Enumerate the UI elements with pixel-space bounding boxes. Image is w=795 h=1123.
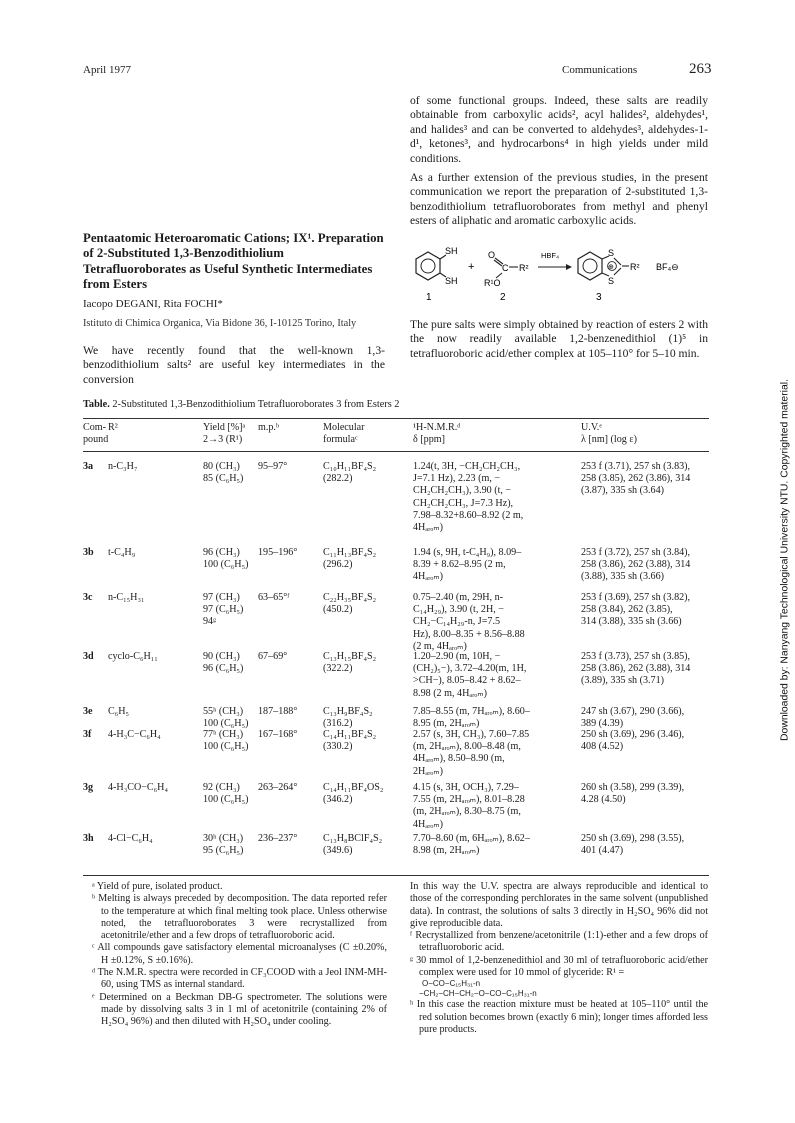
article-title: Pentaatomic Heteroaromatic Cations; IX¹. Preparation of 2-Substituted 1,3-Benzodithiolium Tetrafluoroborates as Useful Synthetic Intermediates from Esters <box>83 231 384 291</box>
cell-r2: cyclo-C₆H₁₁ <box>108 651 158 662</box>
cell-r2: 4-Cl−C₆H₄ <box>108 833 153 844</box>
header-nmr: ¹H-N.M.R.ᵈ δ [ppm] <box>413 422 461 446</box>
cell-nmr: 7.70–8.60 (m, 6Hₐᵣₒₘ), 8.62– 8.98 (m, 2Hₐᵣₒₘ) <box>413 833 530 857</box>
sh-label-bottom: SH <box>445 276 458 286</box>
glyceride-formula-line-2: −CH₂−CH−CH₂−O−CO−C₁₅H₃₁-n <box>419 989 537 999</box>
cell-nmr: 4.15 (s, 3H, OCH₃), 7.29– 7.55 (m, 2Hₐᵣₒₘ), 8.01–8.28 (m, 2Hₐᵣₒₘ), 8.30–8.75 (m, 4Hₐᵣₒₘ) <box>413 782 525 830</box>
counterion: BF₄⊖ <box>656 262 679 272</box>
cell-r2: n-C₁₅H₃₁ <box>108 592 145 603</box>
cell-uv: 253 f (3.71), 257 sh (3.83), 258 (3.85), 262 (3.86), 314 (3.87), 335 sh (3.64) <box>581 461 691 497</box>
sh-label-top: SH <box>445 246 458 256</box>
header-r2: R² <box>108 422 118 433</box>
cell-formula: C₁₄H₁₁BF₄OS₂ (346.2) <box>323 782 384 806</box>
cell-yield: 80 (CH₃) 85 (C₆H₅) <box>203 461 244 485</box>
cell-compound: 3e <box>83 706 93 717</box>
ester-c: C <box>502 263 509 273</box>
cell-compound: 3d <box>83 651 94 662</box>
cell-formula: C₂₂H₃₅BF₄S₂ (450.2) <box>323 592 377 616</box>
cell-r2: t-C₄H₉ <box>108 547 136 558</box>
cell-nmr: 7.85–8.55 (m, 7Hₐᵣₒₘ), 8.60– 8.95 (m, 2Hₐᵣₒₘ) <box>413 706 530 730</box>
cell-formula: C₁₃H₉BF₄S₂ (316.2) <box>323 706 373 730</box>
footnote-c: ᶜ All compounds gave satisfactory elemental microanalyses (C ±0.20%, H ±0.12%, S ±0.16%). <box>92 942 387 966</box>
glyceride-formula-line-1: O−CO−C₁₅H₃₁-n <box>422 979 481 989</box>
header-yield: Yield [%]ᵃ 2→3 (R¹) <box>203 422 246 446</box>
footnote-g: ᵍ 30 mmol of 1,2-benzenedithiol and 30 ml of tetrafluoroboric acid/ether complex were used for 10 mmol of glyceride: R¹ = <box>410 954 708 979</box>
benzodithiolium-structure <box>578 252 629 280</box>
cell-yield: 55ʰ (CH₃) 100 (C₆H₅) <box>203 706 249 730</box>
cell-formula: C₁₁H₁₃BF₄S₂ (296.2) <box>323 547 377 571</box>
cell-formula: C₁₀H₁₁BF₄S₂ (282.2) <box>323 461 377 485</box>
cell-uv: 250 sh (3.69), 298 (3.55), 401 (4.47) <box>581 833 685 857</box>
header-compound: Com- pound <box>83 422 109 446</box>
cell-mp: 95–97° <box>258 461 288 472</box>
cell-nmr: 0.75–2.40 (m, 29H, n- C₁₄H₂₉), 3.90 (t, 2H, − CH₂−C₁₄H₂₉-n, J=7.5 Hz), 8.00–8.35 + 8.56–8.88 (2 m, 4Hₐᵣₒₘ) <box>413 592 525 652</box>
table-caption-text: 2-Substituted 1,3-Benzodithiolium Tetrafluoroborates 3 from Esters 2 <box>112 399 400 410</box>
cell-compound: 3c <box>83 592 93 603</box>
cell-compound: 3b <box>83 547 94 558</box>
footnotes-right <box>410 881 708 1036</box>
cell-mp: 63–65°ᶠ <box>258 592 290 603</box>
cell-r2: 4-H₃CO−C₆H₄ <box>108 782 168 793</box>
benzenedithiol-structure <box>416 252 446 280</box>
footnote-e-continued: In this way the U.V. spectra are always reproducible and identical to those of the corresponding perchlorates in the same solvent (unpublished data). In contrast, the solutions of salts 3 directly in H₂SO₄ 96% did not give reproducible data. <box>410 881 708 929</box>
header-formula: Molecular formulaᶜ <box>323 422 365 446</box>
product-s-bottom: S <box>608 276 615 286</box>
cell-mp: 167–168° <box>258 729 298 740</box>
ester-r1o: R¹O <box>484 278 501 288</box>
footnote-f: ᶠ Recrystallized from benzene/acetonitrile (1:1)-ether and a few drops of tetrafluoroboric acid. <box>410 930 708 954</box>
table-caption <box>83 399 399 410</box>
cell-uv: 253 f (3.73), 257 sh (3.85), 258 (3.86), 262 (3.88), 314 (3.89), 335 sh (3.71) <box>581 651 691 687</box>
reaction-scheme <box>408 240 708 302</box>
cell-mp: 187–188° <box>258 706 298 717</box>
footnote-b: ᵇ Melting is always preceded by decomposition. The data reported refer to the temperature at which final melting took place. Unless otherwise noted, the tetrafluoroborates 3 were recrystallized from acetonitrile/ether and a few drops of tetrafluoroboric acid. <box>92 893 387 942</box>
compound-number-3: 3 <box>596 292 602 302</box>
product-r2: R² <box>630 262 640 272</box>
cell-uv: 253 f (3.69), 257 sh (3.82), 258 (3.84), 262 (3.85), 314 (3.88), 335 sh (3.66) <box>581 592 691 628</box>
page-number: 263 <box>689 61 712 77</box>
ester-o: O <box>488 250 496 260</box>
header-uv: U.V.ᵉ λ [nm] (log ε) <box>581 422 637 446</box>
cell-formula: C₁₃H₁₅BF₄S₂ (322.2) <box>323 651 377 675</box>
cell-uv: 260 sh (3.58), 299 (3.39), 4.28 (4.50) <box>581 782 685 806</box>
cell-uv: 247 sh (3.67), 290 (3.66), 389 (4.39) <box>581 706 685 730</box>
cell-nmr: 1.24(t, 3H, −CH₂CH₂CH₃, J=7.1 Hz), 2.23 (m, − CH₂CH₂CH₃), 3.90 (t, − CH₂CH₂CH₃, J=7.3 Hz), 7.98–8.32+8.60–8.92 (2 m, 4Hₐᵣₒₘ) <box>413 461 524 534</box>
compound-number-2: 2 <box>500 292 506 302</box>
table-caption-label: Table. <box>83 399 110 410</box>
cell-yield: 77ʰ (CH₃) 100 (C₆H₅) <box>203 729 249 753</box>
cell-yield: 97 (CH₃) 97 (C₆H₅) 94ᵍ <box>203 592 244 628</box>
download-watermark <box>775 380 795 740</box>
cell-mp: 236–237° <box>258 833 298 844</box>
footnote-e: ᵉ Determined on a Beckman DB-G spectrometer. The solutions were made by dissolving salts 3 in 1 ml of acetonitrile (containing 2% of H₂SO₄ 96%) and then diluted with H₂SO₄ under cooling. <box>92 991 387 1028</box>
cell-compound: 3h <box>83 833 94 844</box>
cell-yield: 90 (CH₃) 96 (C₆H₅) <box>203 651 244 675</box>
affiliation: Istituto di Chimica Organica, Via Bidone 36, I-10125 Torino, Italy <box>83 318 357 329</box>
cell-nmr: 2.57 (s, 3H, CH₃), 7.60–7.85 (m, 2Hₐᵣₒₘ), 8.00–8.48 (m, 4Hₐᵣₒₘ), 8.50–8.90 (m, 2Hₐᵣₒₘ) <box>413 729 530 777</box>
cell-yield: 92 (CH₃) 100 (C₆H₅) <box>203 782 249 806</box>
table-body <box>83 461 709 871</box>
cell-yield: 96 (CH₃) 100 (C₆H₅) <box>203 547 249 571</box>
cell-compound: 3f <box>83 729 92 740</box>
cell-uv: 253 f (3.72), 257 sh (3.84), 258 (3.86), 262 (3.88), 314 (3.88), 335 sh (3.66) <box>581 547 691 583</box>
table-bottom-rule <box>83 875 709 876</box>
right-col-paragraph-1: of some functional groups. Indeed, these salts are readily obtainable from carboxylic acids², acyl halides², aldehydes¹, and halides³ and can be converted to aldehydes³, aldehydes-1-d¹, ketones³, and hydrocarbons⁴ in high yields under mild conditions. <box>410 94 708 165</box>
cell-formula: C₁₄H₁₁BF₄S₂ (330.2) <box>323 729 377 753</box>
cell-mp: 67–69° <box>258 651 288 662</box>
table-top-rule <box>83 418 709 419</box>
cell-compound: 3a <box>83 461 94 472</box>
cell-compound: 3g <box>83 782 94 793</box>
footnote-a: ᵃ Yield of pure, isolated product. <box>92 881 223 892</box>
reagent-hbf4: HBF₄ <box>541 251 560 260</box>
table-header-rule <box>83 451 709 452</box>
cell-mp: 263–264° <box>258 782 298 793</box>
cell-uv: 250 sh (3.69), 296 (3.46), 408 (4.52) <box>581 729 685 753</box>
cell-r2: n-C₃H₇ <box>108 461 138 472</box>
footnote-h: ʰ In this case the reaction mixture must be heated at 105–110° until the red solution becomes brown (exactly 6 min); longer times afforded less pure products. <box>410 999 708 1035</box>
right-col-paragraph-2: As a further extension of the previous studies, in the present communication we report the preparation of 2-substituted 1,3-benzodithiolium tetrafluoroborates from methyl and phenyl esters of aliphatic and aromatic carboxylic acids. <box>410 171 708 228</box>
plus-sign: + <box>468 261 475 273</box>
authors: Iacopo DEGANI, Rita FOCHI* <box>83 298 223 310</box>
right-col-paragraph-3: The pure salts were simply obtained by reaction of esters 2 with the now readily available 1,2-benzenedithiol (1)⁵ in tetrafluoroboric acid/ether complex at 105–110° for 5–10 min. <box>410 318 708 360</box>
download-note: Downloaded by: Nanyang Technological University NTU. Copyrighted material. <box>779 379 791 741</box>
cell-yield: 30ʰ (CH₃) 95 (C₆H₅) <box>203 833 244 857</box>
header-mp: m.p.ᵇ <box>258 422 280 433</box>
intro-paragraph: We have recently found that the well-known 1,3-benzodithiolium salts² are useful key intermediates in the conversion <box>83 344 385 386</box>
cation-charge: ⊕ <box>608 264 614 271</box>
cell-formula: C₁₃H₈BClF₄S₂ (349.6) <box>323 833 383 857</box>
cell-nmr: 1.94 (s, 9H, t-C₄H₉), 8.09– 8.39 + 8.62–8.95 (2 m, 4Hₐᵣₒₘ) <box>413 547 522 583</box>
cell-nmr: 1.20–2.90 (m, 10H, − (CH₂)₅−), 3.72–4.20(m, 1H, >CH−), 8.05–8.42 + 8.62– 8.98 (2 m, 4Hₐᵣₒₘ) <box>413 651 527 699</box>
cell-mp: 195–196° <box>258 547 298 558</box>
running-date: April 1977 <box>83 64 131 76</box>
running-section: Communications <box>562 64 638 76</box>
cell-r2: C₆H₅ <box>108 706 130 717</box>
footnotes-left <box>92 881 387 1029</box>
footnote-d: ᵈ The N.M.R. spectra were recorded in CF₃COOD with a Jeol INM-MH-60, using TMS as internal standard. <box>92 967 387 991</box>
product-s-top: S <box>608 248 615 258</box>
cell-r2: 4-H₃C−C₆H₄ <box>108 729 161 740</box>
ester-r2: R² <box>519 263 529 273</box>
compound-number-1: 1 <box>426 292 432 302</box>
